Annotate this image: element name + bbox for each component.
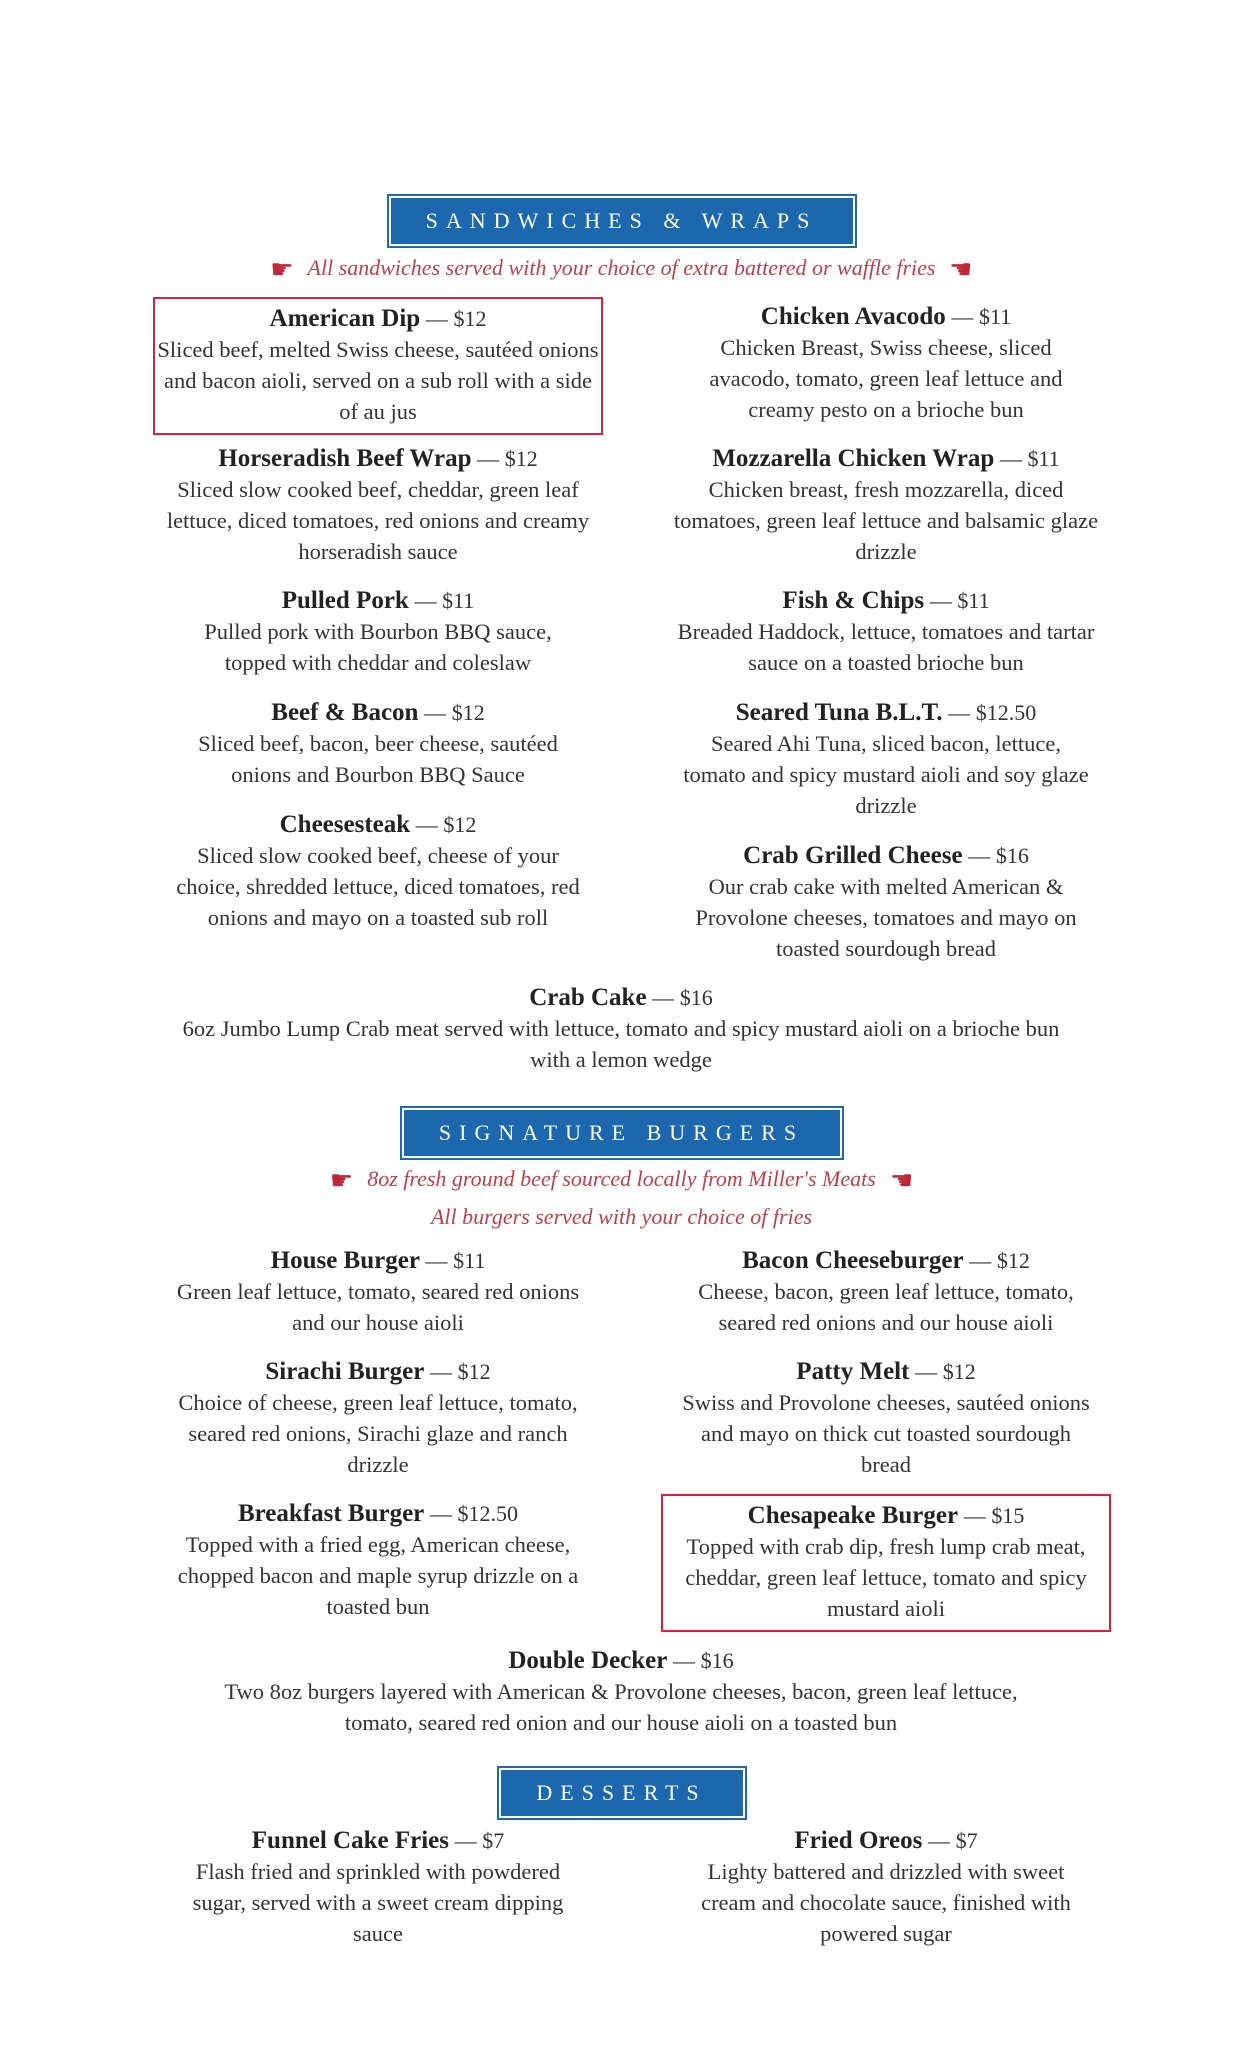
dash: — [951, 304, 974, 329]
menu-item-beef-bacon [173, 697, 583, 790]
menu-item-bacon-cheeseburger [671, 1245, 1101, 1338]
sandwiches-header: SANDWICHES & WRAPS [391, 198, 853, 244]
menu-item-chicken-avacodo [681, 301, 1091, 425]
dash: — [963, 1503, 986, 1528]
menu-item-horseradish-beef-wrap [163, 443, 593, 567]
item-name: House Burger [270, 1247, 420, 1274]
dash: — [968, 843, 991, 868]
burgers-note-2: All burgers served with your choice of fries [430, 1204, 813, 1229]
item-name: Bacon Cheeseburger [742, 1247, 964, 1274]
item-description: Sliced slow cooked beef, cheddar, green leaf lettuce, diced tomatoes, red onions and creamy horseradish sauce [166, 477, 590, 564]
menu-item-fish-chips [671, 585, 1101, 678]
item-name: Chesapeake Burger [747, 1502, 959, 1529]
burgers-note-1 [0, 1163, 1243, 1197]
item-name: Double Decker [508, 1647, 668, 1674]
dash: — [915, 1359, 938, 1384]
item-price: $11 [957, 588, 990, 613]
item-name: Fish & Chips [782, 587, 925, 614]
menu-item-chesapeake-burger [661, 1494, 1111, 1632]
menu-item-mozzarella-chicken-wrap [671, 443, 1101, 567]
item-price: $11 [442, 588, 475, 613]
item-price: $16 [995, 843, 1029, 868]
dash: — [969, 1248, 992, 1273]
sandwiches-note [0, 252, 1243, 286]
menu-item-cheesesteak [163, 809, 593, 933]
item-description: Flash fried and sprinkled with powdered sugar, served with a sweet cream dipping sauce [192, 1859, 564, 1946]
item-name: Seared Tuna B.L.T. [735, 699, 943, 726]
item-price: $12 [451, 700, 485, 725]
dash: — [430, 1359, 452, 1384]
item-price: $16 [700, 1648, 734, 1673]
item-price: $12 [453, 306, 487, 331]
item-description: Seared Ahi Tuna, sliced bacon, lettuce, tomato and spicy mustard aioli and soy glaze drizzle [683, 731, 1089, 818]
dash: — [929, 588, 952, 613]
dash: — [948, 700, 971, 725]
item-name: Patty Melt [796, 1358, 910, 1385]
menu-item-breakfast-burger [163, 1498, 593, 1622]
desserts-header: DESSERTS [501, 1770, 743, 1816]
item-description: Topped with a fried egg, American cheese, chopped bacon and maple syrup drizzle on a toasted bun [177, 1532, 579, 1619]
menu-item-sirachi-burger [173, 1356, 583, 1480]
item-price: $11 [453, 1248, 486, 1273]
item-price: $12 [996, 1248, 1030, 1273]
burgers-note-text: 8oz fresh ground beef sourced locally from Miller's Meats [367, 1166, 876, 1191]
item-name: Crab Cake [529, 984, 647, 1011]
item-name: Sirachi Burger [265, 1358, 425, 1385]
item-description: Choice of cheese, green leaf lettuce, tomato, seared red onions, Sirachi glaze and ranch drizzle [178, 1390, 578, 1477]
sandwiches-note-text: All sandwiches served with your choice of extra battered or waffle fries [307, 255, 936, 280]
dash: — [673, 1648, 695, 1673]
item-name: Crab Grilled Cheese [743, 842, 963, 869]
item-name: American Dip [269, 305, 421, 332]
item-name: Funnel Cake Fries [251, 1827, 449, 1854]
dash: — [429, 1501, 452, 1526]
item-description: Two 8oz burgers layered with American & Provolone cheeses, bacon, green leaf lettuce, tomato, seared red onion and our house aioli on a toasted bun [224, 1679, 1018, 1735]
item-name: Horseradish Beef Wrap [218, 445, 472, 472]
item-price: $11 [1027, 446, 1060, 471]
item-name: Breakfast Burger [237, 1500, 425, 1527]
item-price: $12 [942, 1359, 976, 1384]
item-price: $12 [504, 446, 538, 471]
item-price: $7 [955, 1828, 978, 1853]
item-description: Green leaf lettuce, tomato, seared red onions and our house aioli [176, 1279, 580, 1335]
item-description: Lighty battered and drizzled with sweet cream and chocolate sauce, finished with powered sugar [701, 1859, 1071, 1946]
dash: — [477, 446, 500, 471]
item-name: Mozzarella Chicken Wrap [712, 445, 995, 472]
item-description: Sliced beef, bacon, beer cheese, sautéed onions and Bourbon BBQ Sauce [198, 731, 558, 787]
dash: — [414, 588, 437, 613]
item-description: Our crab cake with melted American & Provolone cheeses, tomatoes and mayo on toasted sourdough bread [695, 874, 1077, 961]
menu-item-crab-grilled-cheese [671, 840, 1101, 964]
menu-item-fried-oreos [681, 1825, 1091, 1949]
dash: — [927, 1828, 950, 1853]
pointing-hand-icon: ☛ [270, 254, 294, 284]
item-price: $16 [679, 985, 713, 1010]
item-name: Chicken Avacodo [760, 303, 946, 330]
item-description: Cheese, bacon, green leaf lettuce, tomato, seared red onions and our house aioli [698, 1279, 1074, 1335]
item-description: Swiss and Provolone cheeses, sautéed onions and mayo on thick cut toasted sourdough bread [682, 1390, 1090, 1477]
dash: — [425, 306, 448, 331]
pointing-hand-icon: ☛ [889, 1165, 914, 1195]
item-description: 6oz Jumbo Lump Crab meat served with lettuce, tomato and spicy mustard aioli on a brioche bun with a lemon wedge [182, 1016, 1060, 1072]
item-price: $11 [979, 304, 1012, 329]
item-price: $12.50 [457, 1501, 519, 1526]
item-name: Cheesesteak [279, 811, 411, 838]
item-description: Topped with crab dip, fresh lump crab meat, cheddar, green leaf lettuce, tomato and spicy mustard aioli [685, 1534, 1087, 1621]
menu-item-seared-tuna-blt [681, 697, 1091, 821]
item-description: Chicken breast, fresh mozzarella, diced tomatoes, green leaf lettuce and balsamic glaze drizzle [673, 477, 1099, 564]
item-price: $15 [991, 1503, 1025, 1528]
dash: — [999, 446, 1022, 471]
item-description: Breaded Haddock, lettuce, tomatoes and tartar sauce on a toasted brioche bun [677, 619, 1095, 675]
dash: — [425, 1248, 448, 1273]
item-name: Fried Oreos [794, 1827, 923, 1854]
item-description: Chicken Breast, Swiss cheese, sliced avacodo, tomato, green leaf lettuce and creamy pesto on a brioche bun [709, 335, 1063, 422]
menu-item-patty-melt [681, 1356, 1091, 1480]
menu-item-pulled-pork [173, 585, 583, 678]
item-description: Sliced slow cooked beef, cheese of your choice, shredded lettuce, diced tomatoes, red onions and mayo on a toasted sub roll [176, 843, 580, 930]
item-description: Pulled pork with Bourbon BBQ sauce, topped with cheddar and coleslaw [204, 619, 552, 675]
menu-item-crab-cake [171, 982, 1071, 1075]
pointing-hand-icon: ☛ [329, 1165, 354, 1195]
burgers-header: SIGNATURE BURGERS [404, 1110, 840, 1156]
menu-item-funnel-cake-fries [173, 1825, 583, 1949]
dash: — [652, 985, 675, 1010]
menu-item-house-burger [173, 1245, 583, 1338]
item-description: Sliced beef, melted Swiss cheese, sautéed onions and bacon aioli, served on a sub roll with a side of au jus [157, 337, 599, 424]
menu-item-american-dip [153, 297, 603, 435]
pointing-hand-icon: ☛ [949, 254, 973, 284]
item-price: $12 [443, 812, 477, 837]
item-name: Beef & Bacon [271, 699, 419, 726]
dash: — [415, 812, 438, 837]
menu-item-double-decker [191, 1645, 1051, 1738]
dash: — [454, 1828, 477, 1853]
item-price: $12 [457, 1359, 491, 1384]
item-name: Pulled Pork [281, 587, 409, 614]
item-price: $7 [482, 1828, 505, 1853]
item-price: $12.50 [975, 700, 1037, 725]
dash: — [424, 700, 447, 725]
